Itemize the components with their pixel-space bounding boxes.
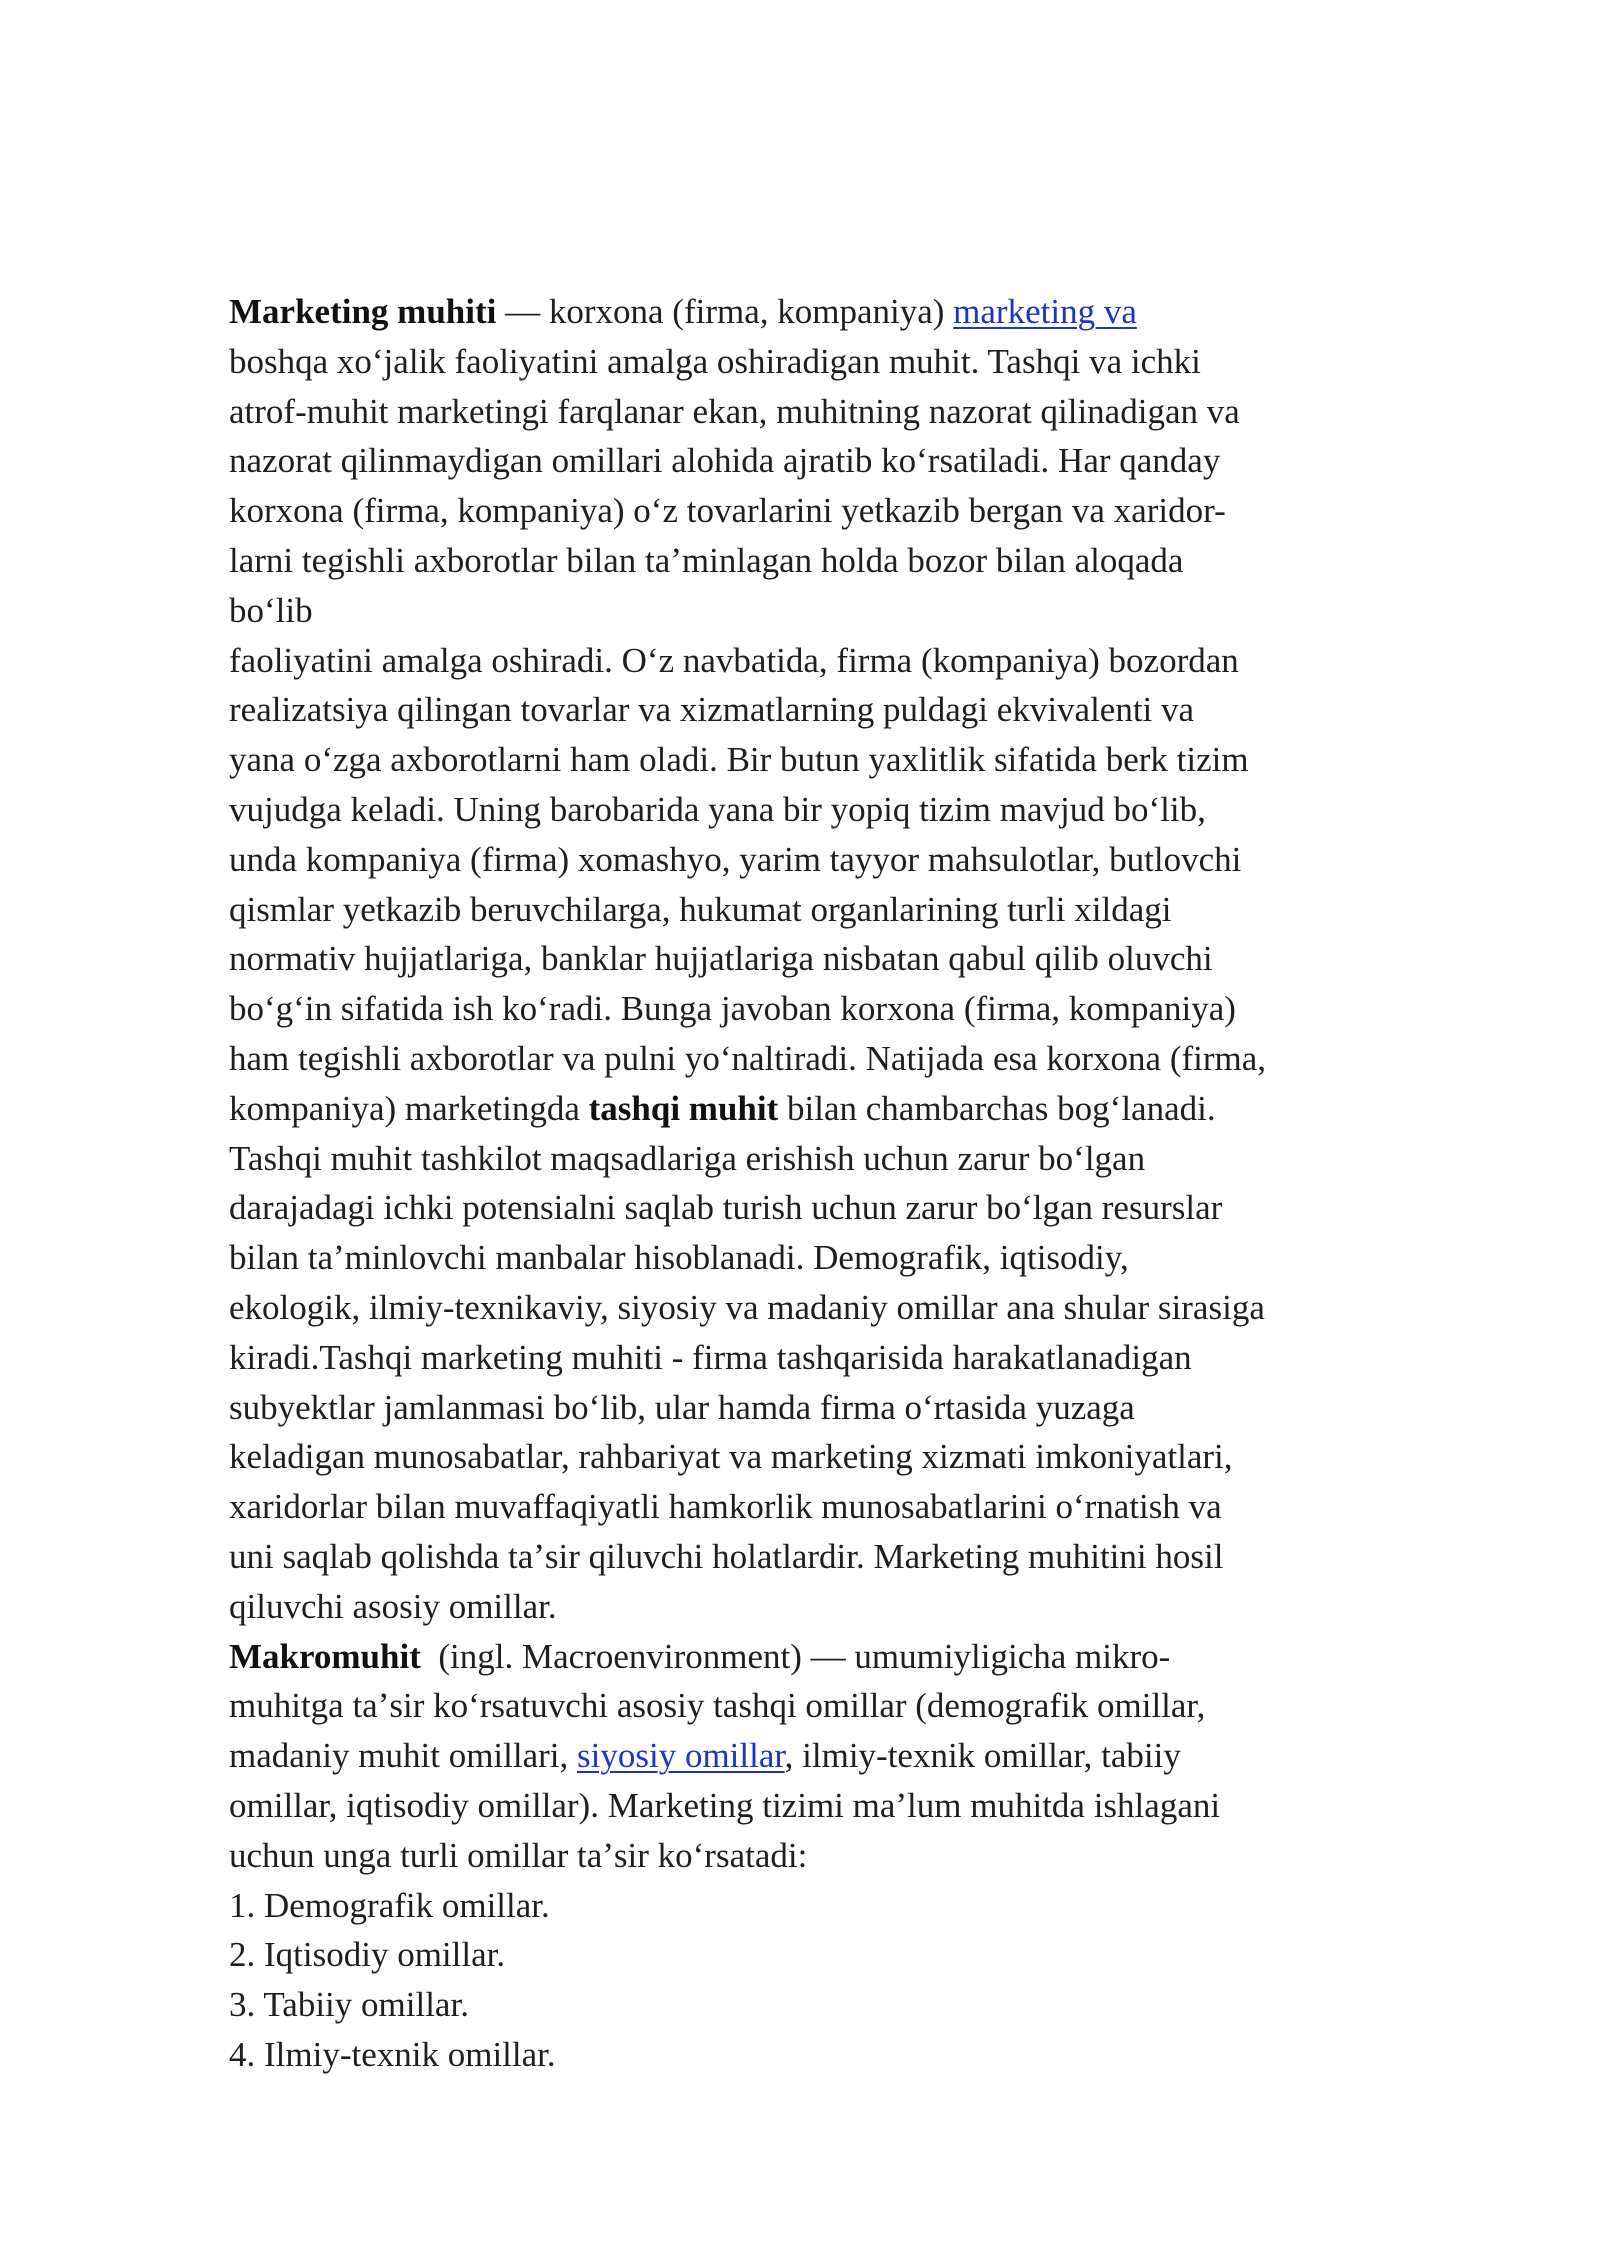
- text-line: unda kompaniya (firma) xomashyo, yarim tayyor mahsulotlar, butlovchi: [229, 839, 1242, 879]
- term-makromuhit: Makromuhit: [229, 1636, 421, 1676]
- para2-line-4: omillar, iqtisodiy omillar). Marketing tizimi maʼlum muhitda ishlagani: [229, 1785, 1221, 1825]
- para1-line-1: [229, 287, 1409, 337]
- para2-line-3-after: , ilmiy-texnik omillar, tabiiy: [784, 1736, 1181, 1776]
- list-item: 3. Tabiiy omillar.: [229, 1985, 469, 2025]
- text-line: larni tegishli axborotlar bilan taʼminlagan holda bozor bilan aloqada: [229, 540, 1184, 580]
- text-line: darajadagi ichki potensialni saqlab turish uchun zarur boʻlgan resurslar: [229, 1188, 1223, 1228]
- para2-line-3-before: madaniy muhit omillari,: [229, 1736, 578, 1776]
- tashqi-line-after: bilan chambarchas bogʻlanadi.: [778, 1088, 1216, 1128]
- para2-line-5: uchun unga turli omillar taʼsir koʻrsatadi:: [229, 1835, 808, 1875]
- text-line: uni saqlab qolishda taʼsir qiluvchi holatlardir. Marketing muhitini hosil: [229, 1536, 1224, 1576]
- list-item: 1. Demografik omillar.: [229, 1885, 550, 1925]
- text-line: vujudga keladi. Uning barobarida yana bir yopiq tizim mavjud boʻlib,: [229, 789, 1206, 829]
- text-line: normativ hujjatlariga, banklar hujjatlariga nisbatan qabul qilib oluvchi: [229, 939, 1213, 979]
- text-line: bilan taʼminlovchi manbalar hisoblanadi. Demografik, iqtisodiy,: [229, 1238, 1129, 1278]
- text-line: Tashqi muhit tashkilot maqsadlariga erishish uchun zarur boʻlgan: [229, 1138, 1146, 1178]
- para1-tashqi-line: [229, 1084, 1409, 1134]
- text-line: faoliyatini amalga oshiradi. Oʻz navbatida, firma (kompaniya) bozordan: [229, 640, 1239, 680]
- text-line: ham tegishli axborotlar va pulni yoʻnaltiradi. Natijada esa korxona (firma,: [229, 1038, 1267, 1078]
- text-line: xaridorlar bilan muvaffaqiyatli hamkorlik munosabatlarini oʻrnatish va: [229, 1487, 1222, 1527]
- text-line: subyektlar jamlanmasi boʻlib, ular hamda firma oʻrtasida yuzaga: [229, 1387, 1135, 1427]
- text-line: boshqa xoʻjalik faoliyatini amalga oshiradigan muhit. Tashqi va ichki: [229, 341, 1201, 381]
- para2-line-1: [229, 1632, 1409, 1682]
- para1-line-1-text: — korxona (firma, kompaniya): [496, 292, 954, 331]
- text-line: boʻgʻin sifatida ish koʻradi. Bunga javoban korxona (firma, kompaniya): [229, 989, 1236, 1029]
- tashqi-line-before: kompaniya) marketingda: [229, 1088, 589, 1128]
- text-line: keladigan munosabatlar, rahbariyat va marketing xizmati imkoniyatlari,: [229, 1437, 1233, 1477]
- text-line: korxona (firma, kompaniya) oʻz tovarlarini yetkazib bergan va xaridor-: [229, 491, 1226, 531]
- para2-line-2: muhitga taʼsir koʻrsatuvchi asosiy tashqi omillar (demografik omillar,: [229, 1686, 1206, 1726]
- para2-line-1-text: (ingl. Macroenvironment) — umumiyligicha mikro-: [420, 1636, 1171, 1676]
- document-body: [229, 287, 1409, 2080]
- text-line: yana oʻzga axborotlarni ham oladi. Bir butun yaxlitlik sifatida berk tizim: [229, 740, 1249, 780]
- link-siyosiy-omillar[interactable]: siyosiy omillar: [577, 1736, 785, 1776]
- text-line: ekologik, ilmiy-texnikaviy, siyosiy va madaniy omillar ana shular sirasiga: [229, 1287, 1265, 1327]
- text-line: atrof-muhit marketingi farqlanar ekan, muhitning nazorat qilinadigan va: [229, 391, 1240, 431]
- text-line: qismlar yetkazib beruvchilarga, hukumat organlarining turli xildagi: [229, 889, 1172, 929]
- text-line: nazorat qilinmaydigan omillari alohida ajratib koʻrsatiladi. Har qanday: [229, 441, 1221, 481]
- text-line: boʻlib: [229, 590, 313, 630]
- text-line: kiradi.Tashqi marketing muhiti - firma tashqarisida harakatlanadigan: [229, 1337, 1192, 1377]
- term-marketing-muhiti: Marketing muhiti: [229, 292, 497, 331]
- list-item: 4. Ilmiy-texnik omillar.: [229, 2034, 556, 2074]
- para2-line-3: [229, 1731, 1409, 1781]
- text-line: qiluvchi asosiy omillar.: [229, 1586, 557, 1626]
- term-tashqi-muhit: tashqi muhit: [588, 1088, 779, 1128]
- link-marketing-va[interactable]: marketing va: [953, 292, 1137, 331]
- text-line: realizatsiya qilingan tovarlar va xizmatlarning puldagi ekvivalenti va: [229, 690, 1195, 730]
- list-item: 2. Iqtisodiy omillar.: [229, 1935, 506, 1975]
